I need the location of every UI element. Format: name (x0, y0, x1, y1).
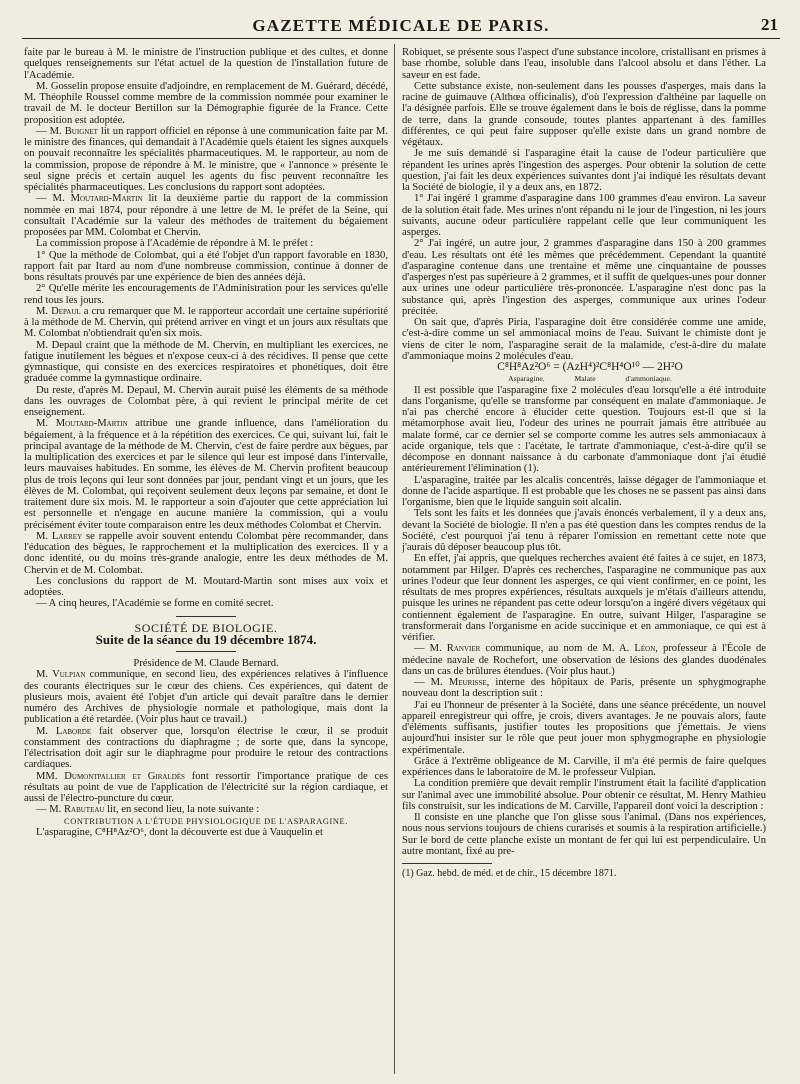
speaker-name: — M. Meurisse (414, 677, 487, 688)
footnote: (1) Gaz. hebd. de méd. et de chir., 15 décembre 1871. (402, 868, 617, 879)
paragraph: MM. Dumontpallier et Giraldès font ressortir l'importance pratique de ces résultats au point de vue de l'application de l'électricité sur la région cardiaque, et aussi de l'électro-puncture du cœur. (24, 770, 388, 804)
paragraph: faite par le bureau à M. le ministre de l'instruction publique et des cultes, et donne quelques renseignements sur l'état actuel de la question de l'installation future de l'Académie. (24, 47, 388, 81)
paragraph: 2° J'ai ingéré, un autre jour, 2 grammes d'asparagine dans 150 à 200 grammes d'eau. Les résultats ont été les mêmes que précédemment. Cependant la quantité d'asparagine contenue dans une trentaine et même une cinquantaine de pousses d'asperges n'est pas supérieure à 2 grammes, et il suffit de quelques-unes pour donner aux urines une odeur particulière très-prononcée. L'asparagine n'est donc pas la substance qui, après l'ingestion des asperges, communique aux urines l'odeur précitée. (402, 238, 766, 317)
left-column (24, 47, 388, 1071)
paragraph: Robiquet, se présente sous l'aspect d'une substance incolore, cristallisant en prismes à base rhombe, soluble dans l'eau, insoluble dans l'alcool absolu et dans l'éther. La saveur en est fade. (402, 47, 766, 81)
section-subtitle: Suite de la séance du 19 décembre 1874. (95, 631, 317, 647)
note-title: CONTRIBUTION A L'ÉTUDE PHYSIOLOGIQUE DE L'ASPARAGINE. (64, 816, 348, 826)
formula-label: Asparagine. (508, 374, 545, 384)
section-title: SOCIÉTÉ DE BIOLOGIE. (134, 620, 278, 635)
paragraph: Cette substance existe, non-seulement dans les pousses d'asperges, mais dans la racine de guimauve (Althœa officinalis), d'où l'expression d'althéine par laquelle on l'a désignée parfois. Elle se trouve également dans le bois de réglisse, dans la pomme de terre, dans la grande consoude, toutes plantes appartenant à des familles différentes, ce qui peut faire supposer qu'elle existe dans un grand nombre de végétaux. (402, 80, 766, 148)
paragraph: L'asparagine, traitée par les alcalis concentrés, laisse dégager de l'ammoniaque et donne de l'acide aspartique. Il est probable que les choses ne se passent pas ainsi dans l'organisme, bien que le liquide sanguin soit alcalin. (402, 474, 766, 508)
right-column (402, 47, 766, 1071)
chemical-formula: C⁸H⁸Az²O⁶ = (AzH⁴)²C⁸H⁴O¹⁰ — 2H²O (497, 361, 683, 373)
formula-label: Malate d'ammoniaque. (574, 374, 672, 384)
journal-title: GAZETTE MÉDICALE DE PARIS. (252, 16, 550, 35)
paragraph: M. Vulpian communique, en second lieu, des expériences relatives à l'influence des courants électriques sur le cœur des chiens. Ces expériences, qui datent de plusieurs mois, avaient été l'objet d'un article qui devait paraître dans le dernier numéro des Archives de physiologie normale et pathologique, mais dont la publication a été retardée. (Voir plus haut ce travail.) (24, 669, 388, 726)
paragraph: Du reste, d'après M. Depaul, M. Chervin aurait puisé les éléments de sa méthode dans les ouvrages de Colombat père, à qui revient le principal mérite de cet enseignement. (24, 384, 388, 418)
paragraph: — M. Rabuteau lit, en second lieu, la note suivante : (36, 804, 260, 816)
paragraph: La condition première que devait remplir l'instrument était la facilité d'application sur l'animal avec une immobilité absolue. Pour obtenir ce résultat, M. Henry Mathieu fils construisit, sur les indications de M. Carville, l'appareil dont voici la description : (402, 778, 766, 812)
paragraph: M. Depaul a cru remarquer que M. le rapporteur accordait une certaine supériorité à la méthode de M. Chervin, qui prétend arriver en vingt et un jours aux résultats que M. Colombat n'obtiendrait qu'en six mois. (24, 305, 388, 340)
speaker-name: M. Laborde (36, 725, 92, 737)
paragraph: Tels sont les faits et les données que j'avais énoncés verbalement, il y a deux ans, devant la Société de biologie. Il n'en a pas été question dans les comptes rendus de la Société, c'est pourquoi j'ai tenu à réparer l'omission en remettant cette note que j'aurais dû déposer beaucoup plus tôt. (402, 508, 766, 553)
speaker-name: M. Vulpian (36, 669, 86, 681)
paragraph: La commission propose à l'Académie de répondre à M. le préfet : (36, 238, 314, 250)
paragraph: — M. Meurisse, interne des hôpitaux de Paris, présente un sphygmographe nouveau dont la description suit : (402, 677, 766, 700)
speaker-name: — M. Moutard-Martin (36, 193, 143, 205)
presidence-line: Présidence de M. Claude Bernard. (133, 658, 279, 669)
column-divider (394, 44, 395, 1074)
paragraph: M. Larrey se rappelle avoir souvent entendu Colombat père recommander, dans l'éducation des bègues, le rapprochement et la multiplication des exercices. Il y a donc identité, ou du moins très-grande analogie, entre les deux méthodes de M. Chervin et de M. Colombat. (24, 530, 388, 576)
paragraph: — M. Ranvier communique, au nom de M. A. Léon, professeur à l'École de médecine navale de Rochefort, une observation de lésions des glandes duodénales dans un cas de brûlures étendues. (Voir plus haut.) (402, 643, 766, 677)
paragraph: — M. Moutard-Martin lit la deuxième partie du rapport de la commission nommée en mai 1874, pour répondre à une lettre de M. le préfet de la Seine, qui consultait l'Académie sur la valeur des méthodes de traitement du bégaiement proposées par MM. Colombat et Chervin. (24, 193, 388, 238)
paragraph: J'ai eu l'honneur de présenter à la Société, dans une séance précédente, un nouvel appareil enregistreur qui offre, je crois, divers avantages. Je ne pouvais alors, faute d'éléments suffisants, justifier toutes les propositions que j'émettais. Je viens aujourd'hui insister sur le rôle que peut jouer mon sphygmographe en physiologie expérimentale. (402, 699, 766, 756)
paragraph: — M. Buignet lit un rapport officiel en réponse à une communication faite par M. le ministre des finances, qui demandait à l'Académie quels étaient les signes auxquels on pouvait reconnaître les spécialités pharmaceutiques. M. le rapporteur, au nom de la commission, propose de répondre à M. le ministre, que « l'annonce » présente le seul signe précis et certain auquel les agents du fisc peuvent reconnaître les spécialités pharmaceutiques. Les conclusions du rapport sont adoptées. (24, 125, 388, 193)
speaker-name: M. Depaul (36, 305, 81, 317)
paragraph: Les conclusions du rapport de M. Moutard-Martin sont mises aux voix et adoptées. (24, 575, 388, 598)
speaker-name: — M. Rabuteau (36, 804, 105, 816)
section-rule (176, 616, 236, 617)
paragraph: On sait que, d'après Piria, l'asparagine doit être considérée comme une amide, c'est-à-dire comme un sel ammoniacal moins de l'eau. Suivant le chimiste dont je viens de citer le nom, l'asparagine serait de la malamide, c'est-à-dire du malate d'ammoniaque moins 2 molécules d'eau. (402, 317, 766, 362)
paragraph: — A cinq heures, l'Académie se forme en comité secret. (36, 598, 274, 610)
speaker-name: M. Larrey (36, 530, 83, 542)
paragraph: M. Laborde fait observer que, lorsqu'on électrise le cœur, il se produit constamment des contractions du diaphragme ; de sorte que, dans la syncope, l'électrisation doit agir sur le diaphragme pour produire le retour des contractions cardiaques. (24, 725, 388, 771)
speaker-name: MM. Dumontpallier et Giraldès (36, 770, 185, 782)
paragraph: En effet, j'ai appris, que quelques recherches avaient été faites à ce sujet, en 1873, notamment par Hilger. D'après ces recherches, l'asparagine ne communique pas aux urines l'odeur que leur donnent les asperges, ce qui vient confirmer, en ce point, les résultats de mes propres expériences, résultats auxquels je m'étais d'ailleurs attendu, puisque les urines ne répandent pas cette odeur lorsqu'on a ingéré divers végétaux qui contiennent également de l'asparagine. En outre, suivant Hilger, l'asparagine se transformerait dans l'organisme en acide succinique et en ammoniaque, ce qui est à vérifier. (402, 553, 766, 643)
paragraph: Il est possible que l'asparagine fixe 2 molécules d'eau lorsqu'elle a été introduite dans l'organisme, qu'elle se transforme par conséquent en malate d'ammoniaque. Je n'ai pas cherché encore à élucider cette question. Toujours est-il que si la métamorphose avait lieu, l'odeur des urines ne pourrait jamais être attribuée au malate formé, car ce dernier sel se comporte comme les autres sels ammoniacaux à acide organique, tels que : l'acétate, le tartrate d'ammoniaque, c'est-à-dire qu'il se décompose en donnant naissance à du carbonate d'ammoniaque dont j'ai étudié antérieurement l'élimination (1). (402, 384, 766, 475)
speaker-name: — M. Ranvier (414, 643, 481, 655)
paragraph: Il consiste en une planche que l'on glisse sous l'animal. (Dans nos expériences, nous nous servions toujours de chiens curarisés et soumis à la respiration artificielle.) Sur le bord de cette planche existe un montant de fer qui lui est perpendiculaire. Un autre montant, fixé au pre- (402, 812, 766, 857)
paragraph: Je me suis demandé si l'asparagine était la cause de l'odeur particulière que répandent les urines après l'ingestion des asperges. Pour obtenir la solution de cette question, j'ai fait les deux expériences suivantes dont j'ai indiqué les résultats devant la Société de biologie, il y a deux ans, en 1872. (402, 148, 766, 193)
speaker-name: M. Moutard-Martin (36, 418, 128, 430)
paragraph: L'asparagine, C⁸H⁸Az²O⁶, dont la découverte est due à Vauquelin et (36, 826, 323, 838)
paragraph: 1° Que la méthode de Colombat, qui a été l'objet d'un rapport favorable en 1830, rapport fait par Itard au nom d'une nombreuse commission, continue à donner de bons résultats prouvés par une expérience de bien des années déjà. (24, 249, 388, 283)
page-number: 21 (761, 15, 778, 34)
speaker-name: — M. Buignet (36, 125, 98, 137)
speaker-name: M. A. Léon (602, 643, 656, 655)
page-header (22, 14, 780, 39)
paragraph: M. Depaul craint que la méthode de M. Chervin, en multipliant les exercices, ne fatigue inutilement les bègues et n'expose ceux-ci à des récidives. Il pense que cette gymnastique, qui consiste en des exercices respiratoires et phonétiques, doit être graduée comme la gymnastique ordinaire. (24, 339, 388, 385)
section-rule (176, 651, 236, 652)
footnote-rule (402, 863, 492, 864)
paragraph: 1° J'ai ingéré 1 gramme d'asparagine dans 100 grammes d'eau environ. La saveur de la solution était fade. Mes urines n'ont répandu ni le jour de l'ingestion, ni les jours suivants, aucune odeur particulière rappelant celle que leur communiquent les asperges. (402, 193, 766, 238)
paragraph: M. Moutard-Martin attribue une grande influence, dans l'amélioration du bégaiement, à la fréquence et à la répétition des exercices. Ce qui, suivant lui, fait le principal avantage de la méthode de M. Chervin, c'est de faire perdre aux bègues, par la multiplication des exercices et par le silence qui leur est imposé dans l'intervalle, leurs mauvaises habitudes. En somme, les élèves de M. Chervin profitent beaucoup plus de trois leçons qui leur sont données par jour, pendant vingt et un jours, que les élèves de M. Colombat, qui reçoivent seulement deux leçons par semaine, et dont le traitement dure six mois. M. le rapporteur a soin d'ajouter que cette appréciation lui est personnelle et n'engage en aucune manière la commission, qui a voulu précisément éviter toute comparaison entre les deux méthodes Colombat et Chervin. (24, 418, 388, 531)
paragraph: 2° Qu'elle mérite les encouragements de l'Administration pour les services qu'elle rend tous les jours. (24, 283, 388, 306)
formula-labels (402, 373, 766, 384)
paragraph: M. Gosselin propose ensuite d'adjoindre, en remplacement de M. Guérard, décédé, M. Théophile Roussel comme membre de la commission nommée pour examiner le travail de M. le docteur Bertillon sur la Démographie figurée de la France. Cette proposition est adoptée. (24, 80, 388, 126)
paragraph: Grâce à l'extrême obligeance de M. Carville, il m'a été permis de faire quelques expériences dans le laboratoire de M. le professeur Vulpian. (402, 755, 766, 778)
